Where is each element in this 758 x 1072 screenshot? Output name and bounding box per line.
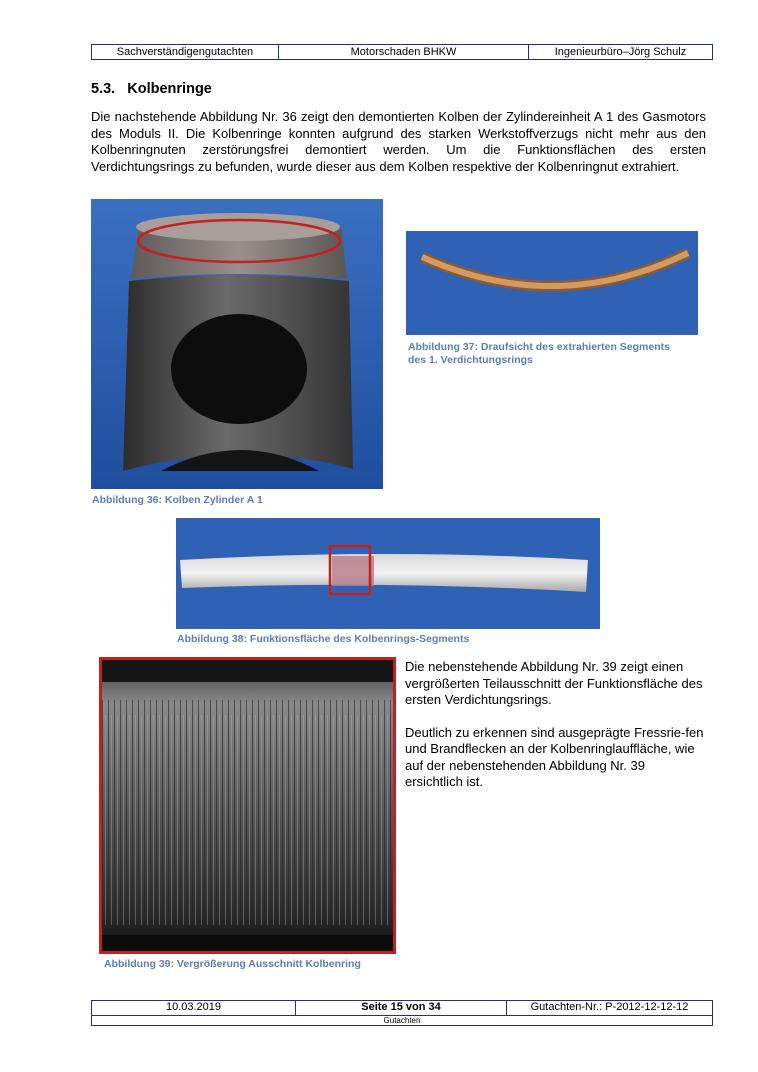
section-number: 5.3.	[91, 81, 116, 97]
section-paragraph: Die nachstehende Abbildung Nr. 36 zeigt den demontierten Kolben der Zylindereinheit A 1 des Gasmotors des Moduls II. Die Kolbenringe konnten aufgrund des starken Werkstoffverzugs nicht mehr aus den Kolbenringnuten zerstörungsfrei demontiert werden. Um die Funktionsflächen des ersten Verdichtungsrings zu befunden, wurde dieser aus dem Kolben respektive der Kolbenringnut extrahiert.	[91, 109, 706, 174]
figure-37-caption-line2: des 1. Verdichtungsrings	[408, 354, 533, 366]
footer-subtitle: Gutachten	[383, 1016, 421, 1025]
side-text	[405, 659, 705, 791]
page-footer	[91, 1000, 713, 1026]
figure-39-magnification-image	[99, 657, 396, 954]
footer-report-number: Gutachten-Nr.: P-2012-12-12-12	[530, 1001, 689, 1013]
figure-36-caption: Abbildung 36: Kolben Zylinder A 1	[92, 494, 263, 506]
figure-36-piston-image	[91, 199, 383, 489]
figure-37-caption-line1: Abbildung 37: Draufsicht des extrahierten Segments	[408, 341, 670, 353]
side-text-paragraph-2: Deutlich zu erkennen sind ausgeprägte Fressrie-fen und Brandflecken an der Kolbenringlauffläche, wie auf der nebenstehenden Abbildung Nr. 39 ersichtlich ist.	[405, 724, 704, 789]
footer-date: 10.03.2019	[92, 1001, 296, 1015]
page-header	[91, 44, 713, 60]
figure-39-caption: Abbildung 39: Vergrößerung Ausschnitt Kolbenring	[104, 958, 361, 970]
section-title: Kolbenringe	[127, 81, 212, 97]
header-left: Sachverständigengutachten	[92, 45, 279, 59]
header-right: Ingenieurbüro–Jörg Schulz	[554, 46, 687, 58]
figure-38-functional-surface-image	[176, 518, 600, 629]
section-heading	[91, 81, 212, 97]
figure-37-caption	[408, 341, 670, 367]
figure-38-caption: Abbildung 38: Funktionsfläche des Kolbenrings-Segments	[177, 633, 470, 645]
figure-37-ring-segment-image	[406, 231, 698, 335]
header-center: Motorschaden BHKW	[279, 45, 529, 59]
side-text-paragraph-1: Die nebenstehende Abbildung Nr. 39 zeigt einen vergrößerten Teilausschnitt der Funktionsfläche des ersten Verdichtungsrings.	[405, 659, 703, 707]
footer-page-number: Seite 15 von 34	[296, 1001, 507, 1015]
